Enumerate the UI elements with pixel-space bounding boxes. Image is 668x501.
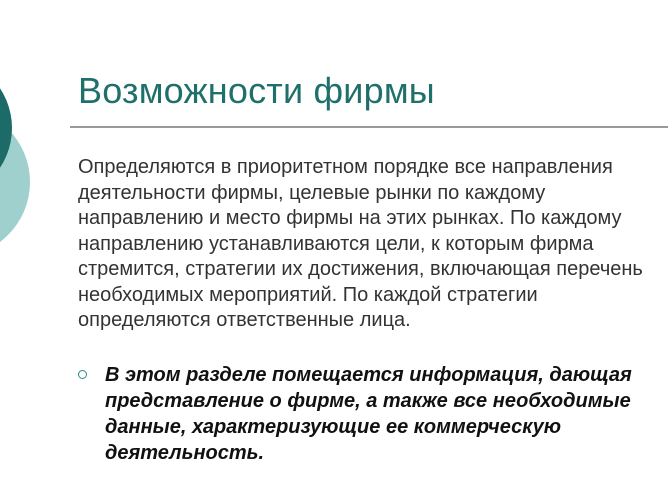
slide-title: Возможности фирмы (78, 70, 435, 111)
title-divider (70, 126, 668, 128)
bullet-item (78, 362, 668, 466)
body-paragraph: Определяются в приоритетном порядке все направления деятельности фирмы, целевые рынки по каждому направлению и место фирмы на этих рынках. По каждому направлению устанавливаются цели, к которым фирма стремится, стратегии их достижения, включающая перечень необходимых мероприятий. По каждой стратегии определяются ответственные лица. (78, 156, 643, 331)
bullet-text: В этом разделе помещается информация, дающая представление о фирме, а также все необходимые данные, характеризующие ее коммерческую деятельность. (105, 364, 632, 464)
hollow-circle-bullet-icon (78, 370, 87, 379)
decorative-circles-graphic (0, 0, 60, 300)
